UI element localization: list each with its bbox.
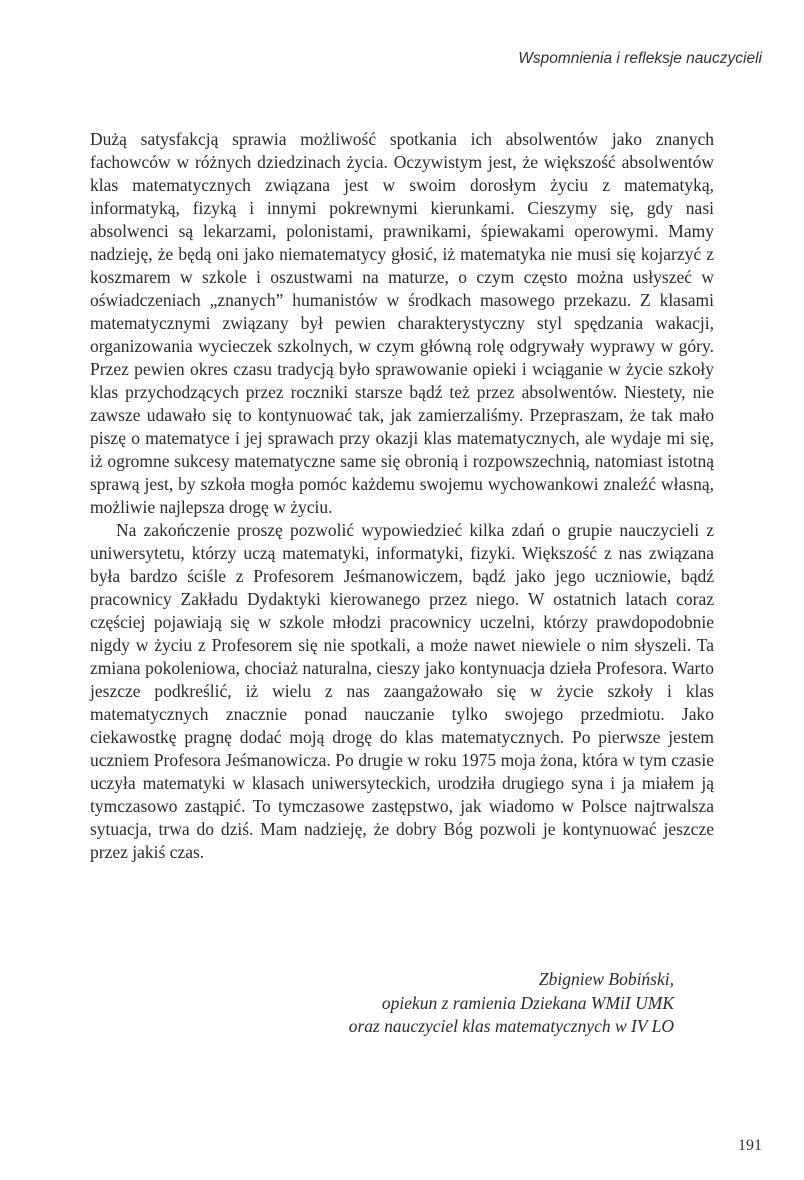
author-role: opiekun z ramienia Dziekana WMiI UMK — [381, 992, 674, 1013]
paragraph: Dużą satysfakcją sprawia możliwość spotkania ich absolwentów jako znanych fachowców w różnych dziedzinach życia. Oczywistym jest, że większość absolwentów klas matematycznych związana jest w swoim dorosłym życiu z matematyką, informatyką, fizyką i innymi pokrewnymi kierunkami. Cieszymy się, gdy nasi absolwenci są lekarzami, polonistami, prawnikami, śpiewakami operowymi. Mamy nadzieję, że będą oni jako niematematycy głosić, iż matematyka nie musi się kojarzyć z koszmarem w szkole i oszustwami na maturze, o czym często można usłyszeć w oświadczeniach „znanych” humanistów w środkach masowego przekazu. Z klasami matematycznymi związany był pewien charakterystyczny styl spędzania wakacji, organizowania wycieczek szkolnych, w czym główną rolę odgrywały wyprawy w góry. Przez pewien okres czasu tradycją było sprawowanie opieki i wciąganie w życie szkoły klas przychodzących przez roczniki starsze bądź też przez absolwentów. Niestety, nie zawsze udawało się to kontynuować tak, jak zamierzaliśmy. Przepraszam, że tak mało piszę o matematyce i jej sprawach przy okazji klas matematycznych, ale wydaje mi się, iż ogromne sukcesy matematyczne same się obronią i rozpowszechnią, natomiast istotną sprawą jest, by szkoła mogła pomóc każdemu swojemu wychowankowi znaleźć własną, możliwie najlepsza drogę w życiu. — [90, 129, 714, 517]
signature-block — [90, 968, 674, 1039]
page-number: 191 — [738, 1137, 762, 1154]
author-role: oraz nauczyciel klas matematycznych w IV LO — [348, 1016, 674, 1036]
body-text — [90, 128, 714, 864]
author-name: Zbigniew Bobiński, — [538, 969, 674, 989]
paragraph: Na zakończenie proszę pozwolić wypowiedzieć kilka zdań o grupie nauczycieli z uniwersytetu, którzy uczą matematyki, informatyki, fizyki. Większość z nas związana była bardzo ściśle z Profesorem Jeśmanowiczem, bądź jako jego uczniowie, bądź pracownicy Zakładu Dydaktyki kierowanego przez niego. W ostatnich latach coraz częściej pojawiają się w szkole młodzi pracownicy uczelni, którzy prawdopodobnie nigdy w życiu z Profesorem się nie spotkali, a może nawet niewiele o nim słyszeli. Ta zmiana pokoleniowa, chociaż naturalna, cieszy jako kontynuacja dzieła Profesora. Warto jeszcze podkreślić, iż wielu z nas zaangażowało się w życie szkoły i klas matematycznych znacznie ponad nauczanie tylko swojego przedmiotu. Jako ciekawostkę pragnę dodać moją drogę do klas matematycznych. Po pierwsze jestem uczniem Profesora Jeśmanowicza. Po drugie w roku 1975 moja żona, która w tym czasie uczyła matematyki w klasach uniwersyteckich, urodziła drugiego syna i ja miałem ją tymczasowo zastąpić. To tymczasowe zastępstwo, jak wiadomo w Polsce najtrwalsza sytuacja, trwa do dziś. Mam nadzieję, że dobry Bóg pozwoli je kontynuować jeszcze przez jakiś czas. — [90, 520, 714, 862]
running-header: Wspomnienia i refleksje nauczycieli — [518, 50, 762, 67]
